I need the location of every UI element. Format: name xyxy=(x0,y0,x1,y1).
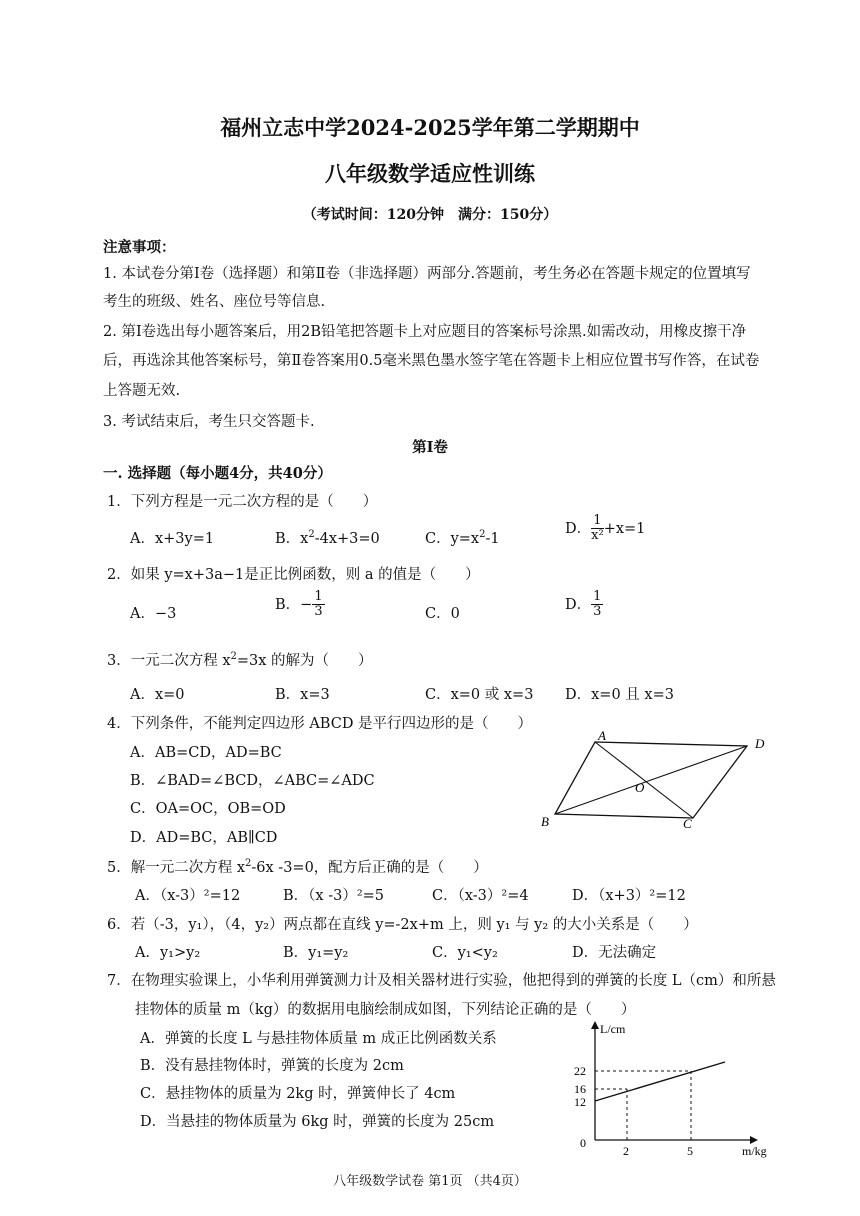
note-1-line-2: 考生的班级、姓名、座位号等信息. xyxy=(103,294,326,310)
q3-option-c: C．x=0 或 x=3 xyxy=(425,687,534,703)
graph-x-axis-label: m/kg xyxy=(742,1144,767,1158)
q6-stem: 6．若（-3，y₁），（4，y₂）两点都在直线 y=-2x+m 上，则 y₁ 与 y₂ 的大小关系是（ ） xyxy=(107,917,698,933)
q2-stem: 2．如果 y=x+3a−1是正比例函数，则 a 的值是（ ） xyxy=(107,567,480,583)
q5-option-b: B．（x -3）²=5 xyxy=(283,888,385,904)
vertex-label-a: A xyxy=(598,728,606,743)
vertex-label-d: D xyxy=(755,736,765,751)
volume-heading: 第Ⅰ卷 xyxy=(412,439,448,456)
q4-option-a: A．AB=CD，AD=BC xyxy=(130,745,282,761)
note-1-line-1: 1. 本试卷分第Ⅰ卷（选择题）和第Ⅱ卷（非选择题）两部分.答题前，考生务必在答题卡规定的位置填写 xyxy=(103,266,751,282)
graph-x-tick-5: 5 xyxy=(687,1144,693,1158)
graph-x-tick-2: 2 xyxy=(623,1144,629,1158)
q2-option-c: C．0 xyxy=(425,606,460,622)
spring-length-graph xyxy=(560,1015,780,1160)
q4-option-b: B．∠BAD=∠BCD，∠ABC=∠ADC xyxy=(130,773,375,789)
q6-option-a: A．y₁>y₂ xyxy=(135,945,201,961)
graph-y-axis-label: L/cm xyxy=(600,1022,626,1036)
q7-option-c: C．悬挂物体的质量为 2kg 时，弹簧伸长了 4cm xyxy=(140,1086,456,1102)
q1-stem: 1．下列方程是一元二次方程的是（ ） xyxy=(107,494,378,510)
q6-option-d: D．无法确定 xyxy=(572,945,657,961)
q3-option-b: B．x=3 xyxy=(275,687,330,703)
q7-option-b: B．没有悬挂物体时，弹簧的长度为 2cm xyxy=(140,1058,404,1074)
q7-option-a: A．弹簧的长度 L 与悬挂物体质量 m 成正比例函数关系 xyxy=(140,1031,497,1047)
section-heading: 一. 选择题（每小题4分，共40分） xyxy=(103,465,332,482)
parallelogram-figure xyxy=(535,728,780,833)
q3-option-d: D．x=0 且 x=3 xyxy=(565,687,674,703)
q1-option-a: A．x+3y=1 xyxy=(130,531,215,547)
q5-option-d: D．（x+3）²=12 xyxy=(572,888,686,904)
note-2-line-2: 后，再选涂其他答案标号，第Ⅱ卷答案用0.5毫米黑色墨水签字笔在答题卡上相应位置书写作答，在试卷 xyxy=(103,353,760,369)
q2-option-a: A．−3 xyxy=(130,606,177,622)
q4-option-d: D．AD=BC，AB∥CD xyxy=(130,830,278,846)
center-label-o: O xyxy=(635,780,645,795)
q6-option-c: C．y₁<y₂ xyxy=(432,945,498,961)
note-3: 3. 考试结束后，考生只交答题卡. xyxy=(103,414,315,430)
exam-info: （考试时间：120分钟 满分：150分） xyxy=(302,207,558,223)
q5-option-c: C．（x-3）²=4 xyxy=(432,888,529,904)
q1-option-c: C．$y=x^2-1$ xyxy=(425,529,500,547)
graph-y-tick-22: 22 xyxy=(574,1064,586,1078)
exam-subtitle: 八年级数学适应性训练 xyxy=(325,161,535,186)
q1-option-d: D． $\frac{1}{\text{x²}}$ +x=1 xyxy=(565,513,646,544)
q7-stem-line-1: 7．在物理实验课上，小华利用弹簧测力计及相关器材进行实验，他把得到的弹簧的长度 L（cm）和所悬 xyxy=(107,973,776,989)
q5-option-a: A．（x-3）²=12 xyxy=(135,888,241,904)
note-2-line-1: 2. 第Ⅰ卷选出每小题答案后，用2B铅笔把答题卡上对应题目的答案标号涂黑.如需改动，用橡皮擦干净 xyxy=(103,324,747,340)
vertex-label-c: C xyxy=(683,816,692,831)
q3-option-a: A．x=0 xyxy=(130,687,185,703)
q2-option-b: B．− $\frac{1}{3}$ xyxy=(275,589,323,620)
q7-stem-line-2: 挂物体的质量 m（kg）的数据用电脑绘制成如图，下列结论正确的是（ ） xyxy=(135,1002,636,1018)
graph-y-tick-16: 16 xyxy=(574,1082,586,1096)
q4-stem: 4．下列条件，不能判定四边形 ABCD 是平行四边形的是（ ） xyxy=(107,716,533,732)
page-footer: 八年级数学试卷 第1页 （共4页） xyxy=(333,1174,527,1189)
graph-origin-label: 0 xyxy=(580,1136,586,1150)
q3-stem: 3．一元二次方程 $x^2=3x$ 的解为（ ） xyxy=(107,651,373,669)
vertex-label-b: B xyxy=(541,814,549,829)
q1-option-b: B．$x^2-4x+3=0$ xyxy=(275,529,380,547)
q6-option-b: B．y₁=y₂ xyxy=(283,945,349,961)
notes-heading: 注意事项： xyxy=(103,239,176,256)
note-2-line-3: 上答题无效. xyxy=(103,383,181,399)
q4-option-c: C．OA=OC，OB=OD xyxy=(130,801,286,817)
q7-option-d: D．当悬挂的物体质量为 6kg 时，弹簧的长度为 25cm xyxy=(140,1114,495,1130)
graph-y-tick-12: 12 xyxy=(574,1095,586,1109)
exam-title: 福州立志中学2024-2025学年第二学期期中 xyxy=(220,115,640,140)
q5-stem: 5．解一元二次方程 $x^2-6x$ -3=0，配方后正确的是（ ） xyxy=(107,858,488,876)
q2-option-d: D． $\frac{1}{3}$ xyxy=(565,589,602,620)
